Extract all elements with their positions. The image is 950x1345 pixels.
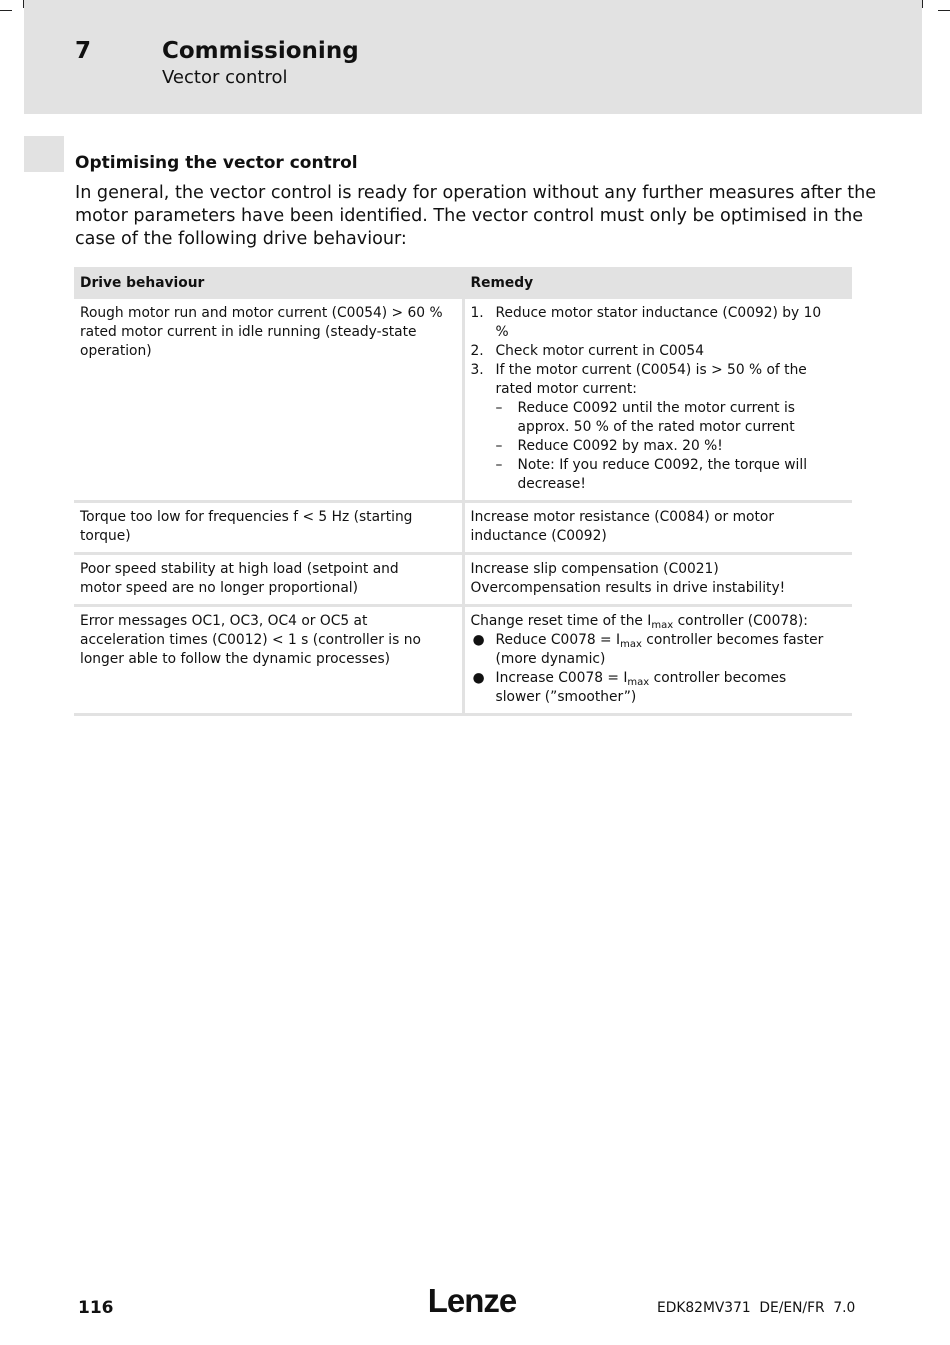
intro-line: motor parameters have been identified. The vector control must only be optimised in the	[75, 206, 864, 226]
cell-line: %	[495, 324, 509, 340]
remedy-cell	[463, 554, 852, 606]
chapter-title: Commissioning	[162, 38, 359, 64]
table-row	[74, 606, 852, 715]
lenze-logo-text: Lenze	[427, 1282, 517, 1319]
dash-icon: –	[495, 438, 503, 454]
cell-line: If the motor current (C0054) is > 50 % of the	[495, 362, 807, 378]
page-number: 116	[78, 1298, 114, 1318]
crop-mark-right-vertical	[922, 0, 923, 8]
text-fragment: controller becomes	[649, 670, 787, 686]
chapter-number: 7	[75, 38, 92, 64]
cell-line: longer able to follow the dynamic processes)	[80, 651, 391, 667]
text-fragment: Reduce C0078 = I	[495, 632, 621, 648]
cell-line: rated motor current in idle running (steady-state	[80, 324, 417, 340]
cell-line	[496, 631, 847, 650]
cell-line	[496, 669, 847, 688]
cell-line: Error messages OC1, OC3, OC4 or OC5 at	[80, 613, 368, 629]
crop-mark-left	[0, 10, 12, 11]
section-title: Optimising the vector control	[75, 153, 358, 173]
list-item	[471, 342, 847, 361]
dash-icon: –	[495, 457, 503, 473]
cell-line: rated motor current:	[495, 381, 637, 397]
cell-line: motor speed are no longer proportional)	[80, 580, 358, 596]
subscript: max	[651, 620, 674, 631]
behaviour-cell	[74, 502, 463, 554]
step-number: 3.	[470, 362, 484, 378]
cell-line: Note: If you reduce C0092, the torque will	[517, 457, 808, 473]
remedy-sub-list	[496, 399, 847, 494]
behaviour-cell	[74, 299, 463, 502]
remedy-bullet-list	[471, 631, 847, 707]
document-id-text: EDK82MV371 DE/EN/FR 7.0	[657, 1300, 856, 1316]
subscript: max	[627, 677, 650, 688]
remedy-cell	[463, 299, 852, 502]
cell-line: Poor speed stability at high load (setpoint and	[80, 561, 399, 577]
step-number: 2.	[470, 343, 484, 359]
text-fragment: Increase C0078 = I	[495, 670, 628, 686]
cell-line: Reduce motor stator inductance (C0092) by 10	[495, 305, 822, 321]
behaviour-cell	[74, 606, 463, 715]
list-item	[471, 669, 847, 707]
list-item	[496, 437, 847, 456]
chapter-subtitle: Vector control	[162, 67, 288, 88]
list-item	[471, 304, 847, 342]
dash-icon: –	[495, 400, 503, 416]
remedy-cell	[463, 502, 852, 554]
header-band	[24, 0, 922, 114]
drive-behaviour-table	[74, 267, 852, 716]
cell-line: Reduce C0092 until the motor current is	[517, 400, 795, 416]
text-fragment: controller (C0078):	[673, 613, 808, 629]
document-id	[657, 1300, 855, 1316]
table-row	[74, 299, 852, 502]
cell-line: (more dynamic)	[495, 651, 606, 667]
cell-line: Overcompensation results in drive instability!	[470, 580, 786, 596]
column-header-drive-behaviour: Drive behaviour	[74, 267, 463, 299]
cell-line: operation)	[80, 343, 152, 359]
table-row	[74, 502, 852, 554]
cell-line: slower (”smoother”)	[495, 689, 637, 705]
cell-line	[471, 612, 847, 631]
table-header-row	[74, 267, 852, 299]
list-item	[496, 399, 847, 437]
table-row	[74, 554, 852, 606]
step-number: 1.	[470, 305, 484, 321]
list-item	[471, 631, 847, 669]
cell-line: decrease!	[517, 476, 586, 492]
cell-line: Increase slip compensation (C0021)	[470, 561, 719, 577]
cell-line: torque)	[80, 528, 131, 544]
intro-line: In general, the vector control is ready for operation without any further measures after the	[75, 183, 877, 203]
cell-line: Torque too low for frequencies f < 5 Hz (starting	[80, 509, 413, 525]
cell-line: approx. 50 % of the rated motor current	[517, 419, 795, 435]
column-header-remedy: Remedy	[463, 267, 852, 299]
cell-line: Increase motor resistance (C0084) or motor	[470, 509, 774, 525]
intro-line: case of the following drive behaviour:	[75, 229, 407, 249]
cell-line: acceleration times (C0012) < 1 s (controller is no	[80, 632, 421, 648]
bullet-icon: ●	[472, 632, 485, 648]
cell-line: Rough motor run and motor current (C0054) > 60 %	[80, 305, 443, 321]
bullet-icon: ●	[472, 670, 485, 686]
section-side-marker	[24, 136, 64, 172]
cell-line: Check motor current in C0054	[495, 343, 704, 359]
list-item	[496, 456, 847, 494]
cell-line: Reduce C0092 by max. 20 %!	[517, 438, 723, 454]
text-fragment: controller becomes faster	[641, 632, 824, 648]
crop-mark-right	[938, 10, 950, 11]
behaviour-cell	[74, 554, 463, 606]
remedy-steps-list	[471, 304, 847, 494]
cell-line: inductance (C0092)	[470, 528, 607, 544]
intro-paragraph	[75, 182, 875, 251]
list-item	[471, 361, 847, 494]
lenze-logo	[420, 1281, 524, 1321]
text-fragment: Change reset time of the I	[470, 613, 652, 629]
remedy-cell	[463, 606, 852, 715]
subscript: max	[620, 639, 642, 650]
